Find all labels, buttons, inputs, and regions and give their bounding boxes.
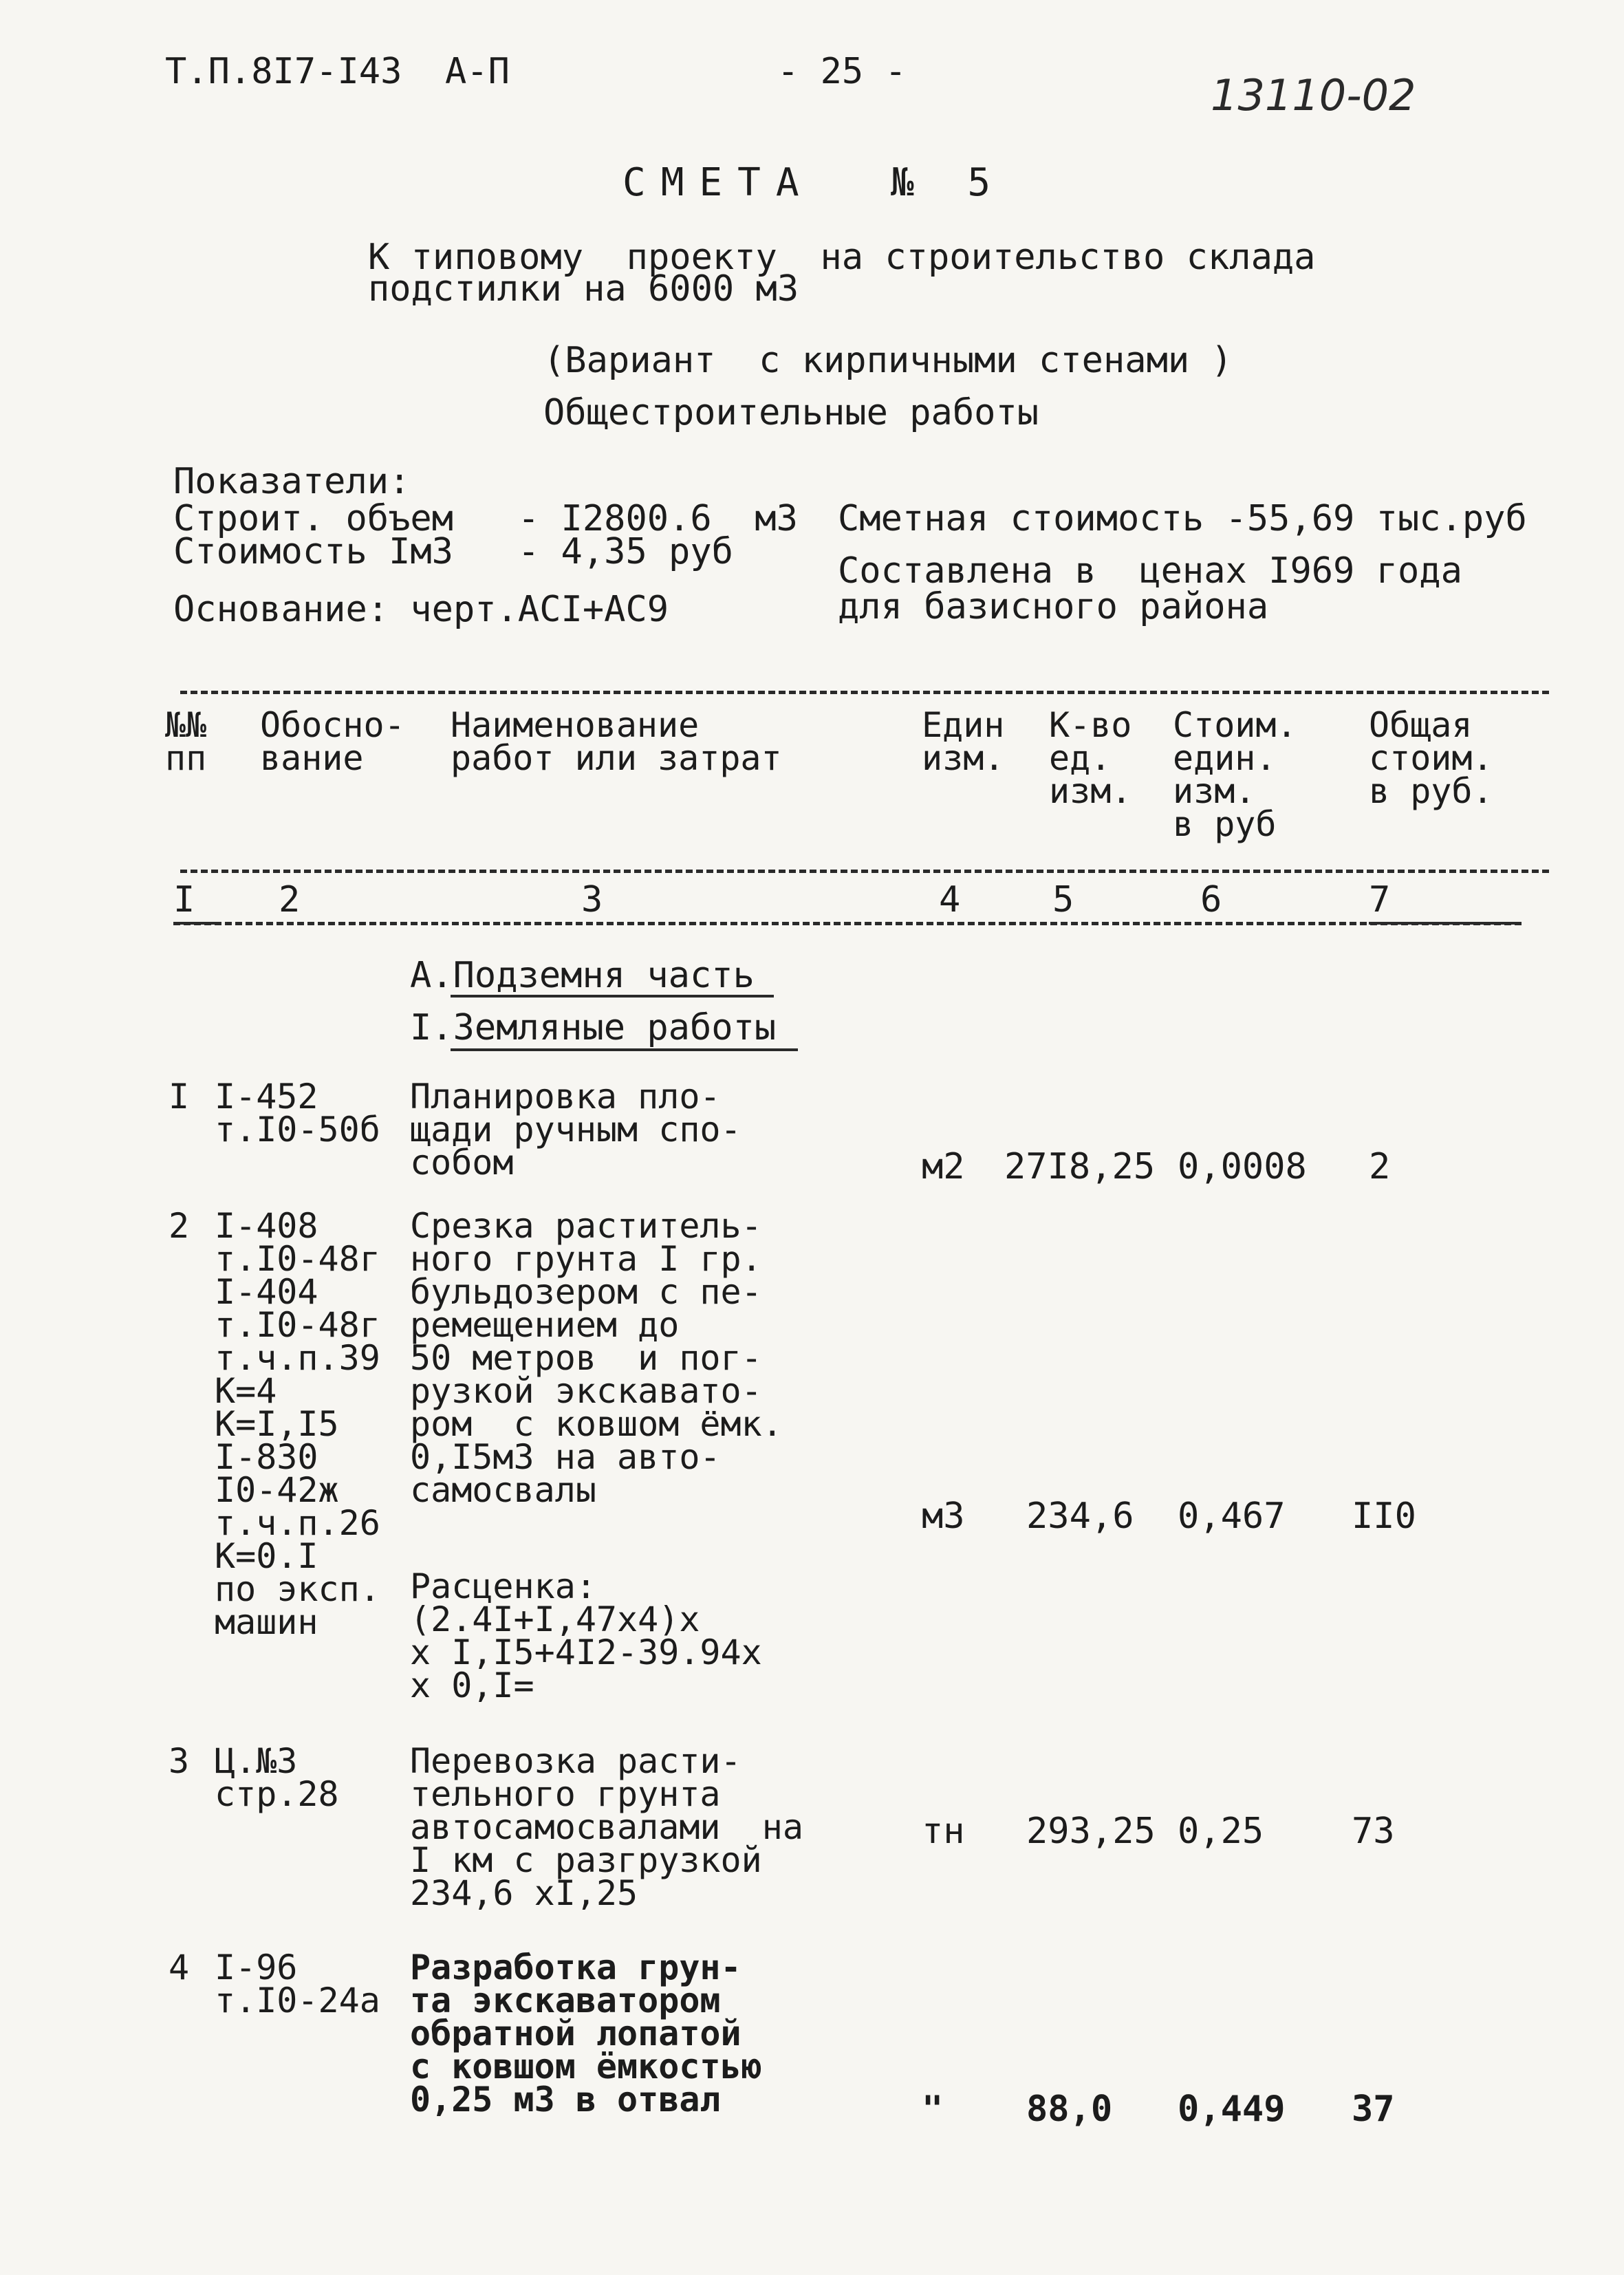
column-numbers-underline-start bbox=[173, 922, 215, 925]
row-number: 3 bbox=[169, 1741, 190, 1781]
row-total: 73 bbox=[1352, 1811, 1395, 1852]
column-header-basis: Обосно- вание bbox=[260, 705, 405, 778]
works-type: Общестроительные работы bbox=[543, 392, 1039, 433]
row-unit-price: 0,25 bbox=[1178, 1811, 1264, 1852]
section-underground-underline bbox=[451, 995, 774, 998]
row-basis: Ц.№3 стр.28 bbox=[215, 1741, 339, 1814]
column-header-unit: Един изм. bbox=[922, 705, 1005, 778]
row-number: I bbox=[169, 1077, 190, 1117]
row-basis: I-452 т.I0-50б bbox=[215, 1077, 380, 1150]
column-number-7: 7 bbox=[1369, 879, 1391, 920]
row-work-name: Планировка пло- щади ручным спо- собом bbox=[410, 1077, 741, 1183]
column-header-quantity: К-во ед. изм. bbox=[1049, 705, 1132, 811]
price-level-line1: Составлена в ценах I969 года bbox=[838, 550, 1462, 592]
row-work-name: Разработка грун- та экскаватором обратной лопатой с ковшом ёмкостью 0,25 м3 в отвал bbox=[410, 1948, 762, 2120]
row-unit: " bbox=[922, 2089, 944, 2130]
row-basis: I-408 т.I0-48г I-404 т.I0-48г т.ч.п.39 К=4 К=I,I5 I-830 I0-42ж т.ч.п.26 К=0.I по эксп. машин bbox=[215, 1206, 380, 1642]
row-total: 37 bbox=[1352, 2089, 1395, 2130]
estimated-cost: Сметная стоимость -55,69 тыс.руб bbox=[838, 498, 1527, 539]
row-number: 4 bbox=[169, 1948, 190, 1987]
document-code: Т.П.8I7-I43 А-П bbox=[165, 51, 510, 92]
column-number-4: 4 bbox=[939, 879, 961, 920]
estimate-title: СМЕТА № 5 bbox=[622, 160, 1006, 205]
unit-cost: Стоимость Iм3 - 4,35 руб bbox=[173, 531, 733, 572]
column-number-6: 6 bbox=[1200, 879, 1222, 920]
handwritten-archive-number: 13110-02 bbox=[1211, 70, 1416, 120]
page-number: - 25 - bbox=[777, 51, 907, 92]
row-unit: м3 bbox=[922, 1496, 965, 1537]
row-basis: I-96 т.I0-24а bbox=[215, 1948, 380, 2020]
building-volume: Строит. объем - I2800.6 м3 bbox=[173, 498, 798, 539]
section-earthworks: I.Земляные работы bbox=[410, 1007, 777, 1048]
row-unit-price: 0,0008 bbox=[1178, 1146, 1307, 1187]
indicators-label: Показатели: bbox=[173, 461, 411, 502]
column-header-total: Общая стоим. в руб. bbox=[1369, 705, 1493, 811]
basis-drawings: Основание: черт.АСI+АС9 bbox=[173, 589, 669, 630]
column-numbers-underline-end bbox=[1369, 922, 1522, 925]
row-work-name: Перевозка расти- тельного грунта автосамосвалами на I км с разгрузкой 234,6 хI,25 bbox=[410, 1741, 803, 1913]
row-quantity: 88,0 bbox=[1026, 2089, 1113, 2130]
row-unit: м2 bbox=[922, 1146, 965, 1187]
table-top-rule bbox=[180, 691, 1549, 694]
row-number: 2 bbox=[169, 1206, 190, 1246]
row-calculation: Расценка: (2.4I+I,47х4)х х I,I5+4I2-39.94х х 0,I= bbox=[410, 1566, 762, 1705]
row-unit-price: 0,467 bbox=[1178, 1496, 1286, 1537]
row-quantity: 293,25 bbox=[1026, 1811, 1156, 1852]
section-earthworks-underline bbox=[451, 1048, 798, 1051]
price-level-line2: для базисного района bbox=[838, 586, 1269, 627]
section-underground: А.Подземня часть bbox=[410, 955, 755, 996]
column-number-3: 3 bbox=[581, 879, 603, 920]
row-quantity: 234,6 bbox=[1026, 1496, 1134, 1537]
column-number-2: 2 bbox=[279, 879, 301, 920]
variant-note: (Вариант с кирпичными стенами ) bbox=[543, 340, 1233, 381]
project-description-line2: подстилки на 6000 м3 bbox=[368, 268, 799, 310]
column-numbers-rule bbox=[173, 922, 1522, 925]
column-number-5: 5 bbox=[1052, 879, 1074, 920]
column-number-1: I bbox=[173, 879, 195, 920]
project-description-line1: К типовому проекту на строительство склада bbox=[368, 237, 1316, 278]
column-header-unit-price: Стоим. един. изм. в руб bbox=[1173, 705, 1297, 844]
row-total: 2 bbox=[1369, 1146, 1391, 1187]
row-total: II0 bbox=[1352, 1496, 1416, 1537]
row-quantity: 27I8,25 bbox=[1004, 1146, 1156, 1187]
row-work-name: Срезка раститель- ного грунта I гр. бульдозером с пе- ремещением до 50 метров и пог- рузкой экскавато- ром с ковшом ёмк. 0,I5м3 на авто- самосвалы bbox=[410, 1206, 783, 1510]
row-unit-price: 0,449 bbox=[1178, 2089, 1286, 2130]
table-header-rule bbox=[180, 870, 1549, 873]
row-unit: тн bbox=[922, 1811, 965, 1852]
column-header-name: Наименование работ или затрат bbox=[451, 705, 782, 778]
column-header-number: №№ пп bbox=[165, 705, 207, 778]
